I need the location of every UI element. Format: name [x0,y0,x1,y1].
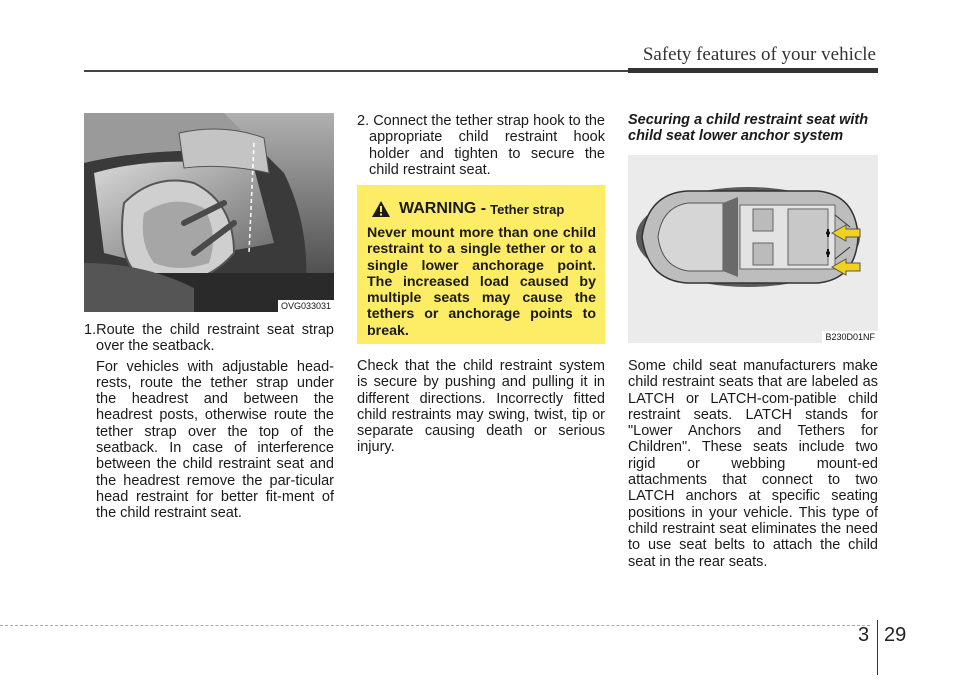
warning-triangle-icon [371,200,391,218]
warning-header [367,193,596,225]
latch-paragraph: Some child seat manufacturers make child restraint seats that are labeled as LATCH or LATCH-com-patible child restraint seats. LATCH stands for "Lower Anchors and Tethers for Children". These seats include two rigid or webbing mount-ed attachments that connect to two LATCH anchors at specific seating positions in your vehicle. This type of child restraint seat eliminates the need to use seat belts to attach the child seat in the rear seats. [628,358,878,570]
warning-body: Never mount more than one child restraint to a single tether or to a single lower anchorage point. The increased load caused by multiple seats may cause the tethers or anchorage points to break. [367,225,596,339]
vehicle-latch-figure [628,155,878,343]
step-2 [357,113,605,178]
warning-title: WARNING - [399,200,487,217]
step-2-text: 2. Connect the tether strap hook to the appropriate child restraint hook holder and tighten to secure the child restraint seat. [357,113,605,178]
header-rule-accent [628,68,878,73]
child-seat-figure [84,113,334,312]
chapter-number: 3 [858,624,870,646]
child-seat-illustration [84,113,334,312]
footer-dashed-rule [0,625,870,626]
section-title: Securing a child restraint seat with child seat lower anchor system [628,112,869,144]
figure-caption: B230D01NF [822,331,878,343]
page-number-separator [877,620,878,675]
page-header-title: Safety features of your vehicle [642,44,876,65]
step-1 [84,322,334,522]
warning-box [357,185,605,344]
page-number: 29 [884,624,907,646]
vehicle-top-view-illustration [628,155,878,343]
check-paragraph: Check that the child restraint system is secure by pushing and pulling it in different directions. Incorrectly fitted child restraints may swing, twist, tip or separate causing death or serious injury. [357,358,605,456]
step-1-detail: For vehicles with adjustable head-rests, route the tether strap under the headrest and between the headrest posts, otherwise route the tether strap over the top of the seatback. In case of interference between the child restraint seat and the headrest remove the par-ticular head restraint for better fit-ment of the child restraint seat. [96,358,334,522]
warning-subtitle: Tether strap [490,201,565,217]
step-1-text: 1.Route the child restraint seat strap over the seatback. [84,322,334,355]
figure-caption: OVG033031 [278,300,334,312]
